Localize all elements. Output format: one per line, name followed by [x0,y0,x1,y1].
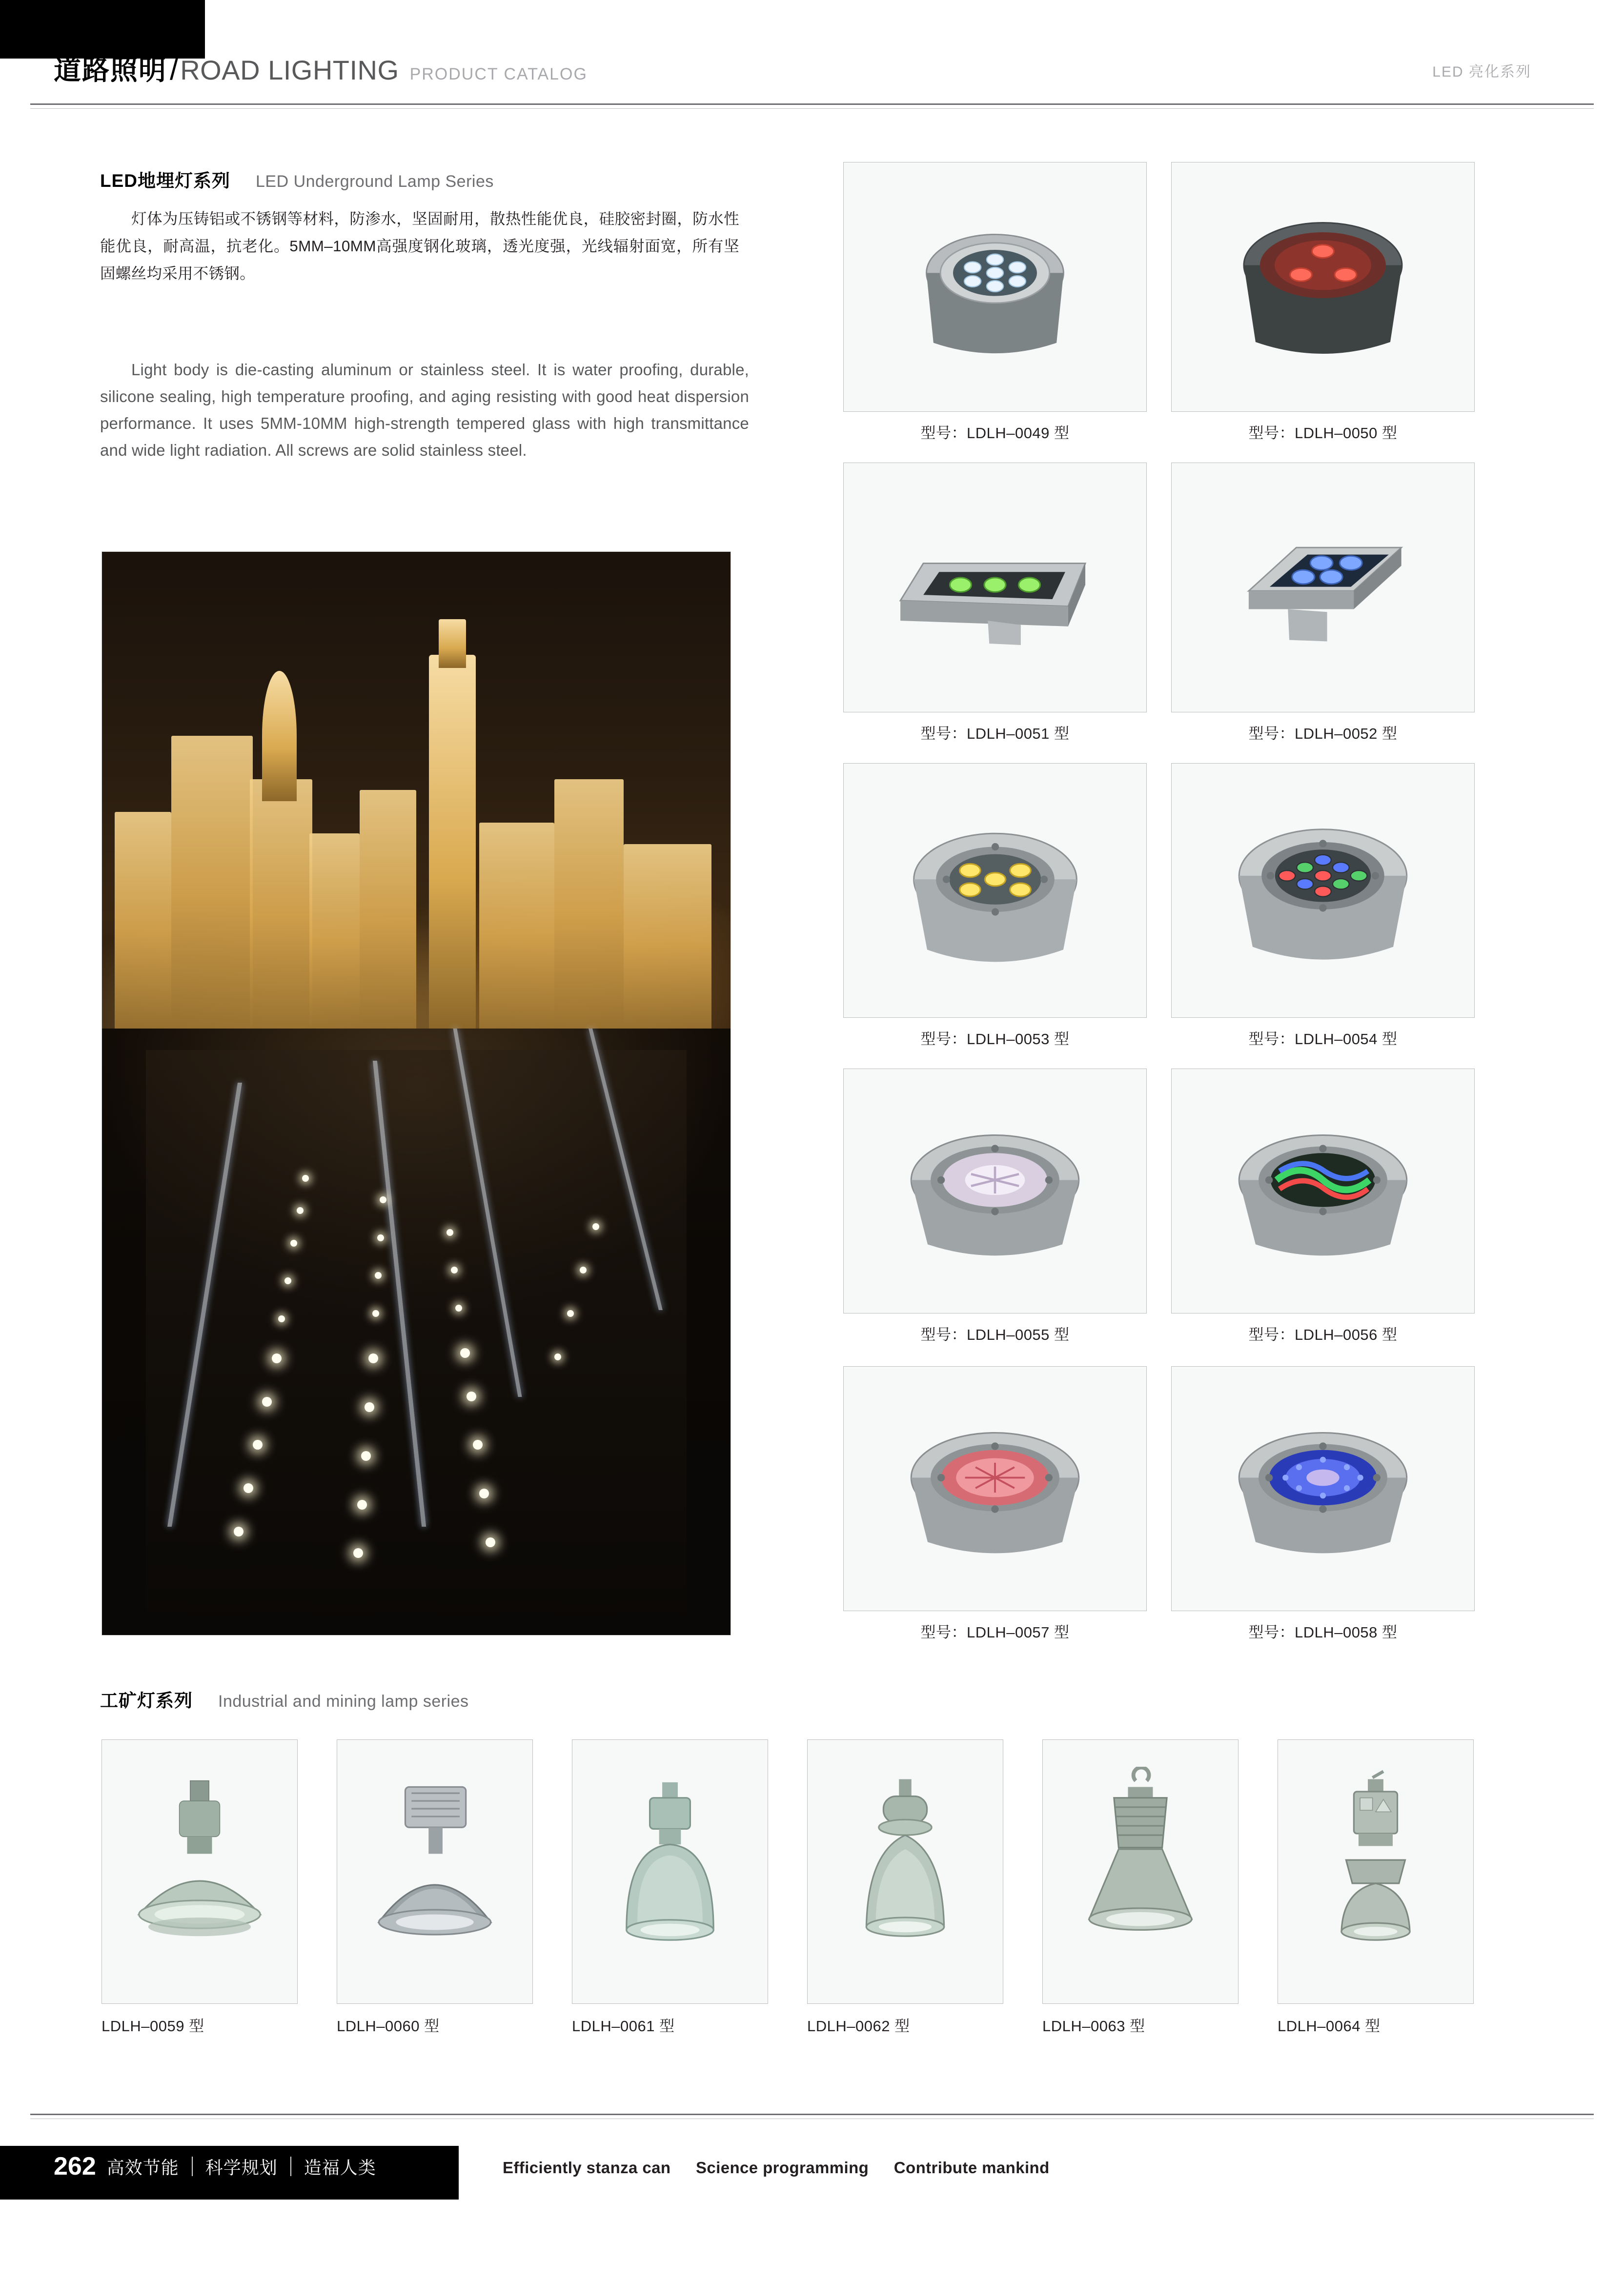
header-title-cn: 道路照明 [54,55,167,85]
product-caption: LDLH–0064 型 [1278,2018,1380,2035]
page-header [0,0,1624,122]
product-cell[interactable] [1171,1366,1475,1642]
section-heading-cn: 工矿灯系列 [100,1691,193,1711]
product-image-frame [1171,1366,1475,1611]
product-cell[interactable] [1171,162,1475,443]
lamp-highbay-wide-green-icon [102,1740,297,2003]
description-cn: 灯体为压铸铝或不锈钢等材料，防渗水，坚固耐用，散热性能优良，硅胶密封圈，防水性能优良，耐高温，抗老化。5MM–10MM高强度钢化玻璃，透光度强，光线辐射面宽，所有坚固螺丝均采用不锈钢。 [100,210,739,282]
footer-en-3: Contribute mankind [893,2159,1050,2177]
product-caption: 型号：LDLH–0049 型 [920,424,1070,442]
section-heading-cn: LED地埋灯系列 [100,171,230,191]
header-title-en: ROAD LIGHTING [180,55,399,85]
product-image-frame [843,162,1147,412]
night-street-stairs-photo [102,551,731,1636]
header-slash: / [170,53,179,86]
product-caption: 型号：LDLH–0054 型 [1248,1030,1398,1048]
footer-cn-1: 高效节能 [106,2157,179,2178]
photo-building [250,779,313,1029]
product-cell[interactable] [843,1366,1147,1642]
header-series-label: LED 亮化系列 [1432,64,1531,80]
footer-separator [192,2157,193,2176]
footer-separator [290,2157,291,2176]
product-image-frame [807,1739,1003,2004]
product-image-frame [843,463,1147,712]
photo-building [115,812,171,1029]
product-image-frame [843,1366,1147,1611]
lamp-highbay-boxgear-icon [337,1740,532,2003]
product-caption: LDLH–0062 型 [807,2018,910,2035]
product-caption: LDLH–0061 型 [572,2018,675,2035]
industrial-product-cell[interactable] [807,1739,1003,2036]
product-caption: 型号：LDLH–0052 型 [1248,725,1398,742]
product-image-frame [1171,162,1475,412]
lamp-round-5led-yellow-icon [844,764,1146,1017]
product-cell[interactable] [843,1069,1147,1344]
photo-staircase [146,1050,687,1635]
lamp-round-3led-red-icon [1172,162,1474,411]
footer-cn-2: 科学规划 [205,2157,278,2178]
footer-cn-3: 造福人类 [304,2157,376,2178]
product-cell[interactable] [843,763,1147,1049]
section-heading-en: LED Underground Lamp Series [256,172,494,191]
header-title [54,49,588,88]
section-heading-en: Industrial and mining lamp series [218,1692,469,1711]
industrial-product-cell[interactable] [102,1739,298,2036]
product-caption: 型号：LDLH–0055 型 [920,1326,1070,1343]
product-caption: 型号：LDLH–0056 型 [1248,1326,1398,1343]
photo-building [479,823,555,1029]
product-image-frame [843,763,1147,1018]
lamp-highbay-flared-icon [808,1740,1003,2003]
industrial-product-cell[interactable] [337,1739,533,2036]
product-image-frame [572,1739,768,2004]
lamp-rect-3led-green-icon [844,463,1146,712]
header-divider-thin [30,108,1594,109]
section-heading-industrial [100,1686,469,1712]
product-cell[interactable] [843,463,1147,743]
lamp-highbay-tall-explosion-icon [1278,1740,1473,2003]
photo-dome [262,671,297,801]
product-image-frame [1171,1069,1475,1313]
product-caption: LDLH–0059 型 [102,2018,204,2035]
industrial-product-cell[interactable] [572,1739,768,2036]
photo-building [360,790,416,1028]
page-number: 262 [54,2152,96,2181]
lamp-highbay-finned-icon [1043,1740,1238,2003]
industrial-product-cell[interactable] [1278,1739,1474,2036]
product-image-frame [1171,763,1475,1018]
section-heading-underground [100,166,494,192]
description-en: Light body is die-casting aluminum or stainless steel. It is water proofing, durable, silicone sealing, high temperature proofing, and aging resisting with good heat dispersion performance. It uses 5MM-10MM high-strength tempered glass with high transmittance and wide light radiation. All screws are solid stainless steel. [100,361,749,459]
product-image-frame [102,1739,298,2004]
footer-slogan-en [503,2159,1070,2177]
lamp-round-pink-dense-icon [844,1367,1146,1611]
footer-en-2: Science programming [696,2159,869,2177]
product-image-frame [1278,1739,1474,2004]
product-image-frame [1171,463,1475,712]
product-cell[interactable] [1171,763,1475,1049]
header-divider [30,103,1594,105]
footer-divider [30,2114,1594,2115]
product-caption: 型号：LDLH–0058 型 [1248,1624,1398,1641]
lamp-round-rgb-cluster-icon [1172,764,1474,1017]
lamp-square-4led-blue-icon [1172,463,1474,712]
product-caption: LDLH–0060 型 [337,2018,440,2035]
footer-slogan-cn [54,2152,376,2181]
header-subtitle: PRODUCT CATALOG [409,65,588,83]
product-image-frame [843,1069,1147,1313]
product-caption: 型号：LDLH–0053 型 [920,1030,1070,1048]
photo-tower-top [439,619,466,668]
product-cell[interactable] [1171,463,1475,743]
footer-en-1: Efficiently stanza can [503,2159,671,2177]
product-image-frame [337,1739,533,2004]
photo-building [624,844,711,1028]
lamp-round-star-white-icon [844,1069,1146,1313]
product-caption: 型号：LDLH–0051 型 [920,725,1070,742]
photo-building [309,833,360,1029]
lamp-highbay-deep-dome-icon [572,1740,768,2003]
lamp-round-blue-dense-icon [1172,1367,1474,1611]
photo-building [171,736,253,1028]
product-image-frame [1042,1739,1238,2004]
lamp-round-7led-white-icon [844,162,1146,411]
industrial-product-cell[interactable] [1042,1739,1238,2036]
product-caption: 型号：LDLH–0050 型 [1248,424,1398,442]
lamp-round-rgb-swirl-icon [1172,1069,1474,1313]
product-cell[interactable] [1171,1069,1475,1344]
product-cell[interactable] [843,162,1147,443]
photo-building [554,779,624,1029]
product-caption: LDLH–0063 型 [1042,2018,1145,2035]
product-caption: 型号：LDLH–0057 型 [920,1624,1070,1641]
photo-clock-tower [429,655,476,1029]
